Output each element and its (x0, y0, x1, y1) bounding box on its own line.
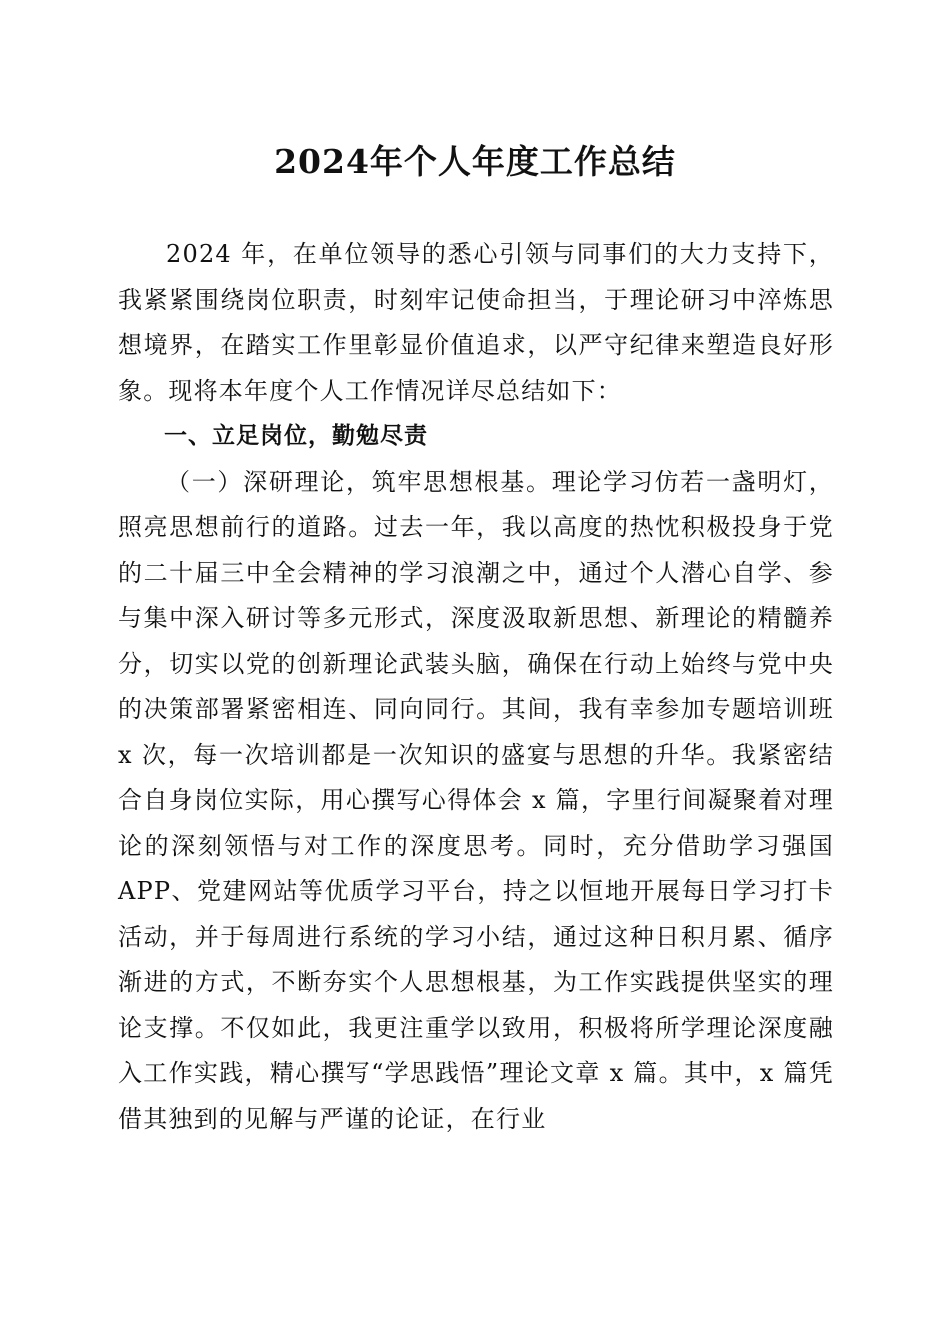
subsection-lead: （一）深研理论，筑牢思想根基。 (166, 467, 552, 496)
document-title: 2024年个人年度工作总结 (274, 142, 676, 181)
intro-paragraph: 2024 年，在单位领导的悉心引领与同事们的大力支持下，我紧紧围绕岗位职责，时刻牢记使命担当，于理论研习中淬炼思想境界，在踏实工作里彰显价值追求，以严守纪律来塑造良好形象。现将本年度个人工作情况详尽总结如下： (118, 240, 834, 405)
section-heading: 一、立足岗位，勤勉尽责 (164, 423, 428, 449)
document-body (118, 232, 834, 1142)
subsection-paragraph (118, 460, 834, 1143)
subsection-text: 理论学习仿若一盏明灯，照亮思想前行的道路。过去一年，我以高度的热忱积极投身于党的二十届三中全会精神的学习浪潮之中，通过个人潜心自学、参与集中深入研讨等多元形式，深度汲取新思想、新理论的精髓养分，切实以党的创新理论武装头脑，确保在行动上始终与党中央的决策部署紧密相连、同向同行。其间，我有幸参加专题培训班 x 次，每一次培训都是一次知识的盛宴与思想的升华。我紧密结合自身岗位实际，用心撰写心得体会 x 篇，字里行间凝聚着对理论的深刻领悟与对工作的深度思考。同时，充分借助学习强国 APP、党建网站等优质学习平台，持之以恒地开展每日学习打卡活动，并于每周进行系统的学习小结，通过这种日积月累、循序渐进的方式，不断夯实个人思想根基，为工作实践提供坚实的理论支撑。不仅如此，我更注重学以致用，积极将所学理论深度融入工作实践，精心撰写“学思践悟”理论文章 x 篇。其中，x 篇凭借其独到的见解与严谨的论证，在行业 (118, 467, 835, 1133)
